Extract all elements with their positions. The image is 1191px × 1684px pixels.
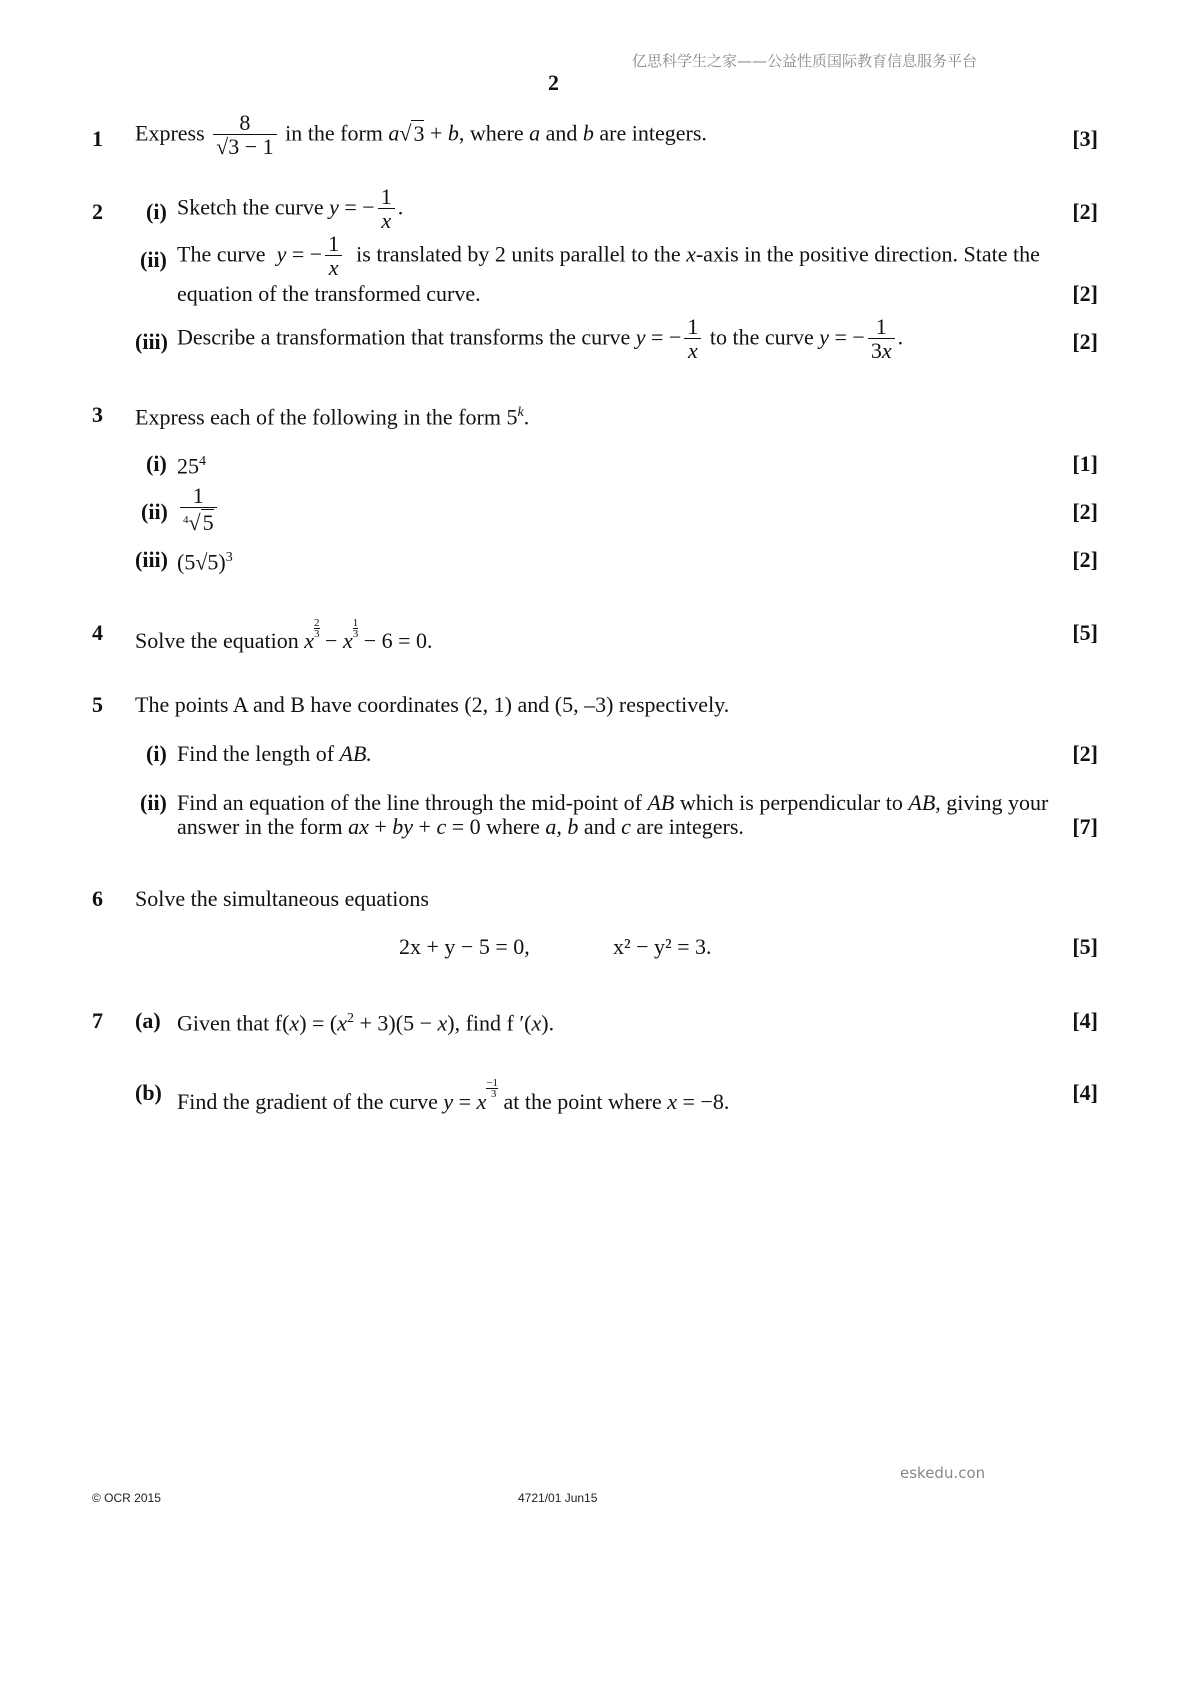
question-3-text: Express each of the following in the form 5$^k$. [135, 404, 530, 430]
mark-q3iii: [2] [1072, 547, 1098, 572]
watermark-footer: eskedu.con [900, 1464, 986, 1482]
part-label-3iii: (iii) [135, 547, 168, 572]
question-2i-text: Sketch the curve y = − $\frac{1}{x}$ . [177, 184, 404, 233]
part-label-2iii: (iii) [135, 329, 168, 354]
equation-2: x² − y² = 3. [613, 934, 712, 959]
watermark-header: 亿思科学生之家——公益性质国际教育信息服务平台 [632, 52, 978, 70]
question-3ii-expr: $\frac{1}{^4√5}$ [177, 485, 220, 535]
question-1-text: Express $\frac{8}{√3 - 1}$ in the form a√3 + b, where a and b are integers. [135, 110, 707, 159]
part-label-2i: (i) [146, 199, 167, 224]
mark-q2ii: [2] [1072, 281, 1098, 306]
part-label-3i: (i) [146, 451, 167, 476]
question-number-1: 1 [92, 126, 103, 151]
mark-q2i: [2] [1072, 199, 1098, 224]
question-3iii-expr: $(5√5)^3$ [177, 549, 233, 575]
question-number-7: 7 [92, 1008, 103, 1033]
mark-q3i: [1] [1072, 451, 1098, 476]
page-number: 2 [548, 70, 559, 95]
question-3i-expr: $25^4$ [177, 453, 206, 479]
question-5ii-line1: Find an equation of the line through the mid-point of AB which is perpendicular to AB, giving your [177, 790, 1049, 815]
question-4-text: Solve the equation x $\frac{2}{3}$ − x $\frac{1}{3}$ − 6 = 0. [135, 617, 433, 653]
question-2ii-line2: equation of the transformed curve. [177, 281, 481, 306]
question-5ii-line2: answer in the form ax + by + c = 0 where a, b and c are integers. [177, 814, 744, 839]
equation-1: 2x + y − 5 = 0, [399, 934, 530, 959]
mark-q6: [5] [1072, 934, 1098, 959]
mark-q7a: [4] [1072, 1008, 1098, 1033]
question-number-5: 5 [92, 692, 103, 717]
question-5i-text: Find the length of AB. [177, 741, 372, 766]
part-label-3ii: (ii) [141, 499, 168, 524]
part-label-7a: (a) [135, 1008, 161, 1033]
question-number-3: 3 [92, 402, 103, 427]
mark-q5ii: [7] [1072, 814, 1098, 839]
part-label-5i: (i) [146, 741, 167, 766]
question-number-6: 6 [92, 886, 103, 911]
question-2ii-line1: The curve y = − $\frac{1}{x}$ is translated by 2 units parallel to the x-axis in the positive direction. State the [177, 231, 1040, 280]
question-2iii-text: Describe a transformation that transforms the curve y = − $\frac{1}{x}$ to the curve y = − $\frac{1}{3x}$ . [177, 314, 904, 363]
question-5-text: The points A and B have coordinates (2, 1) and (5, –3) respectively. [135, 692, 730, 717]
part-label-2ii: (ii) [140, 247, 167, 272]
mark-q1: [3] [1072, 126, 1098, 151]
mark-q7b: [4] [1072, 1080, 1098, 1105]
question-6-text: Solve the simultaneous equations [135, 886, 429, 911]
part-label-7b: (b) [135, 1080, 162, 1105]
footer-paper-code: 4721/01 Jun15 [518, 1491, 598, 1505]
mark-q2iii: [2] [1072, 329, 1098, 354]
question-number-2: 2 [92, 199, 103, 224]
footer-copyright: © OCR 2015 [92, 1491, 161, 1505]
question-7b-text: Find the gradient of the curve y = x $\frac{-1}{3}$ at the point where x = −8. [177, 1077, 730, 1114]
mark-q4: [5] [1072, 620, 1098, 645]
mark-q5i: [2] [1072, 741, 1098, 766]
part-label-5ii: (ii) [140, 790, 167, 815]
question-number-4: 4 [92, 620, 103, 645]
question-7a-text: Given that $f(x) = (x^2 + 3)(5 - x)$, find f ′(x). [177, 1010, 555, 1036]
mark-q3ii: [2] [1072, 499, 1098, 524]
fraction: $\frac{8}{√3 - 1}$ [213, 112, 276, 159]
